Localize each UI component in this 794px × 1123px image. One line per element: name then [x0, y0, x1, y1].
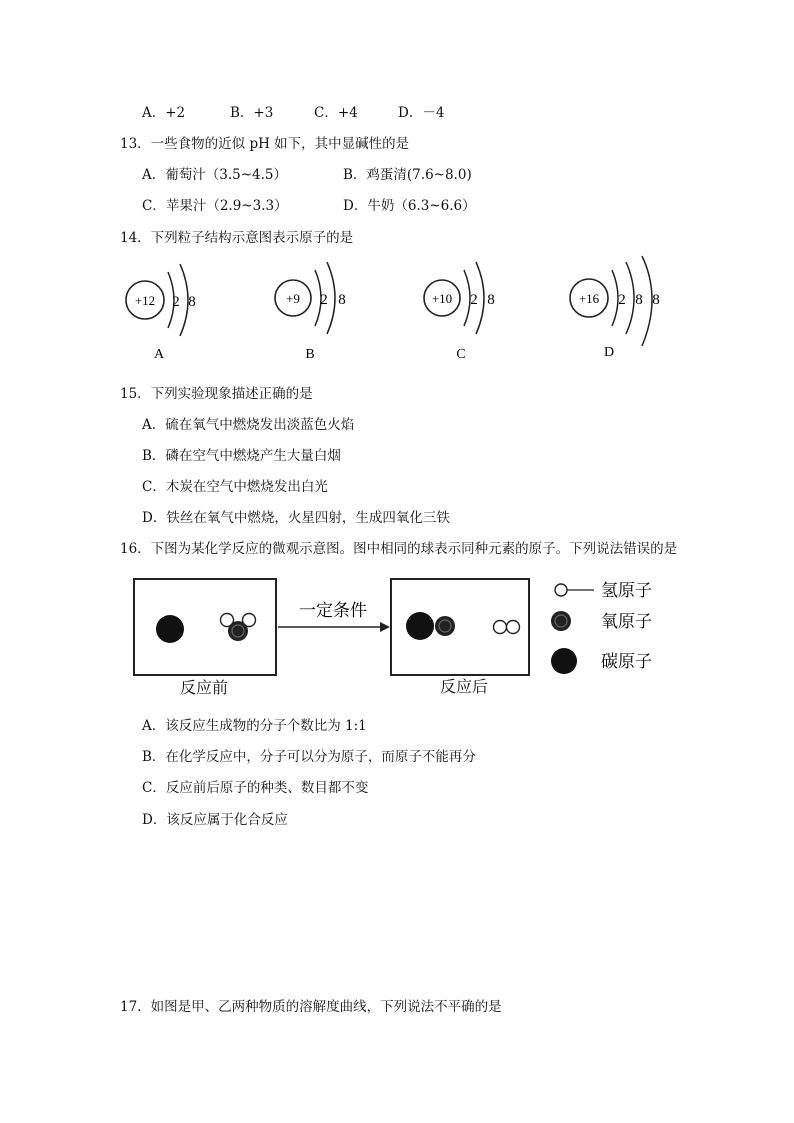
electron-shell [612, 270, 618, 326]
q13-option-c: C．苹果汁（2.9~3.3） [142, 198, 288, 214]
q15-option-d: D．铁丝在氧气中燃烧，火星四射，生成四氧化三铁 [142, 510, 450, 526]
water-molecule [221, 614, 256, 642]
legend-carbon: 碳原子 [601, 652, 652, 671]
atom-diagram-b [275, 262, 346, 362]
q12-option-d: D．－4 [398, 105, 445, 121]
nucleus-charge: +12 [134, 293, 156, 308]
oxygen-legend-icon [551, 611, 571, 631]
carbon-atom [406, 612, 434, 640]
q13-option-d: D．牛奶（6.3~6.6） [343, 198, 476, 214]
atom-diagram-c [424, 262, 495, 362]
electron-shell [180, 264, 188, 336]
q15-option-c: C．木炭在空气中燃烧发出白光 [142, 479, 328, 495]
shell-electrons: 8 [635, 292, 643, 308]
hydrogen-legend-icon [555, 584, 567, 596]
q13-option-a: A．葡萄汁（3.5~4.5） [142, 167, 287, 183]
q16-option-b: B．在化学反应中，分子可以分为原子，而原子不能再分 [142, 749, 476, 765]
diagram-letter: D [603, 345, 615, 360]
carbon-atom [156, 615, 184, 643]
diagram-letter: A [153, 347, 165, 362]
q12-option-b: B．+3 [230, 105, 274, 121]
q16-option-d: D．该反应属于化合反应 [142, 812, 288, 828]
nucleus-charge: +10 [431, 291, 453, 306]
shell-electrons: 8 [487, 292, 495, 308]
shell-electrons: 8 [338, 292, 346, 308]
electron-shell [642, 256, 652, 346]
q14-stem: 14．下列粒子结构示意图表示原子的是 [120, 230, 354, 246]
reaction-diagram [120, 570, 680, 690]
nucleus-charge: +16 [578, 291, 600, 306]
q17-stem: 17．如图是甲、乙两种物质的溶解度曲线，下列说法不平确的是 [120, 999, 502, 1015]
shell-electrons: 8 [652, 292, 660, 308]
hydrogen-atom [507, 621, 520, 634]
hydrogen-atom [494, 621, 507, 634]
atom-diagram-a [126, 264, 196, 362]
q15-option-a: A．硫在氧气中燃烧发出淡蓝色火焰 [142, 417, 355, 433]
legend [551, 581, 652, 674]
q12-option-a: A．+2 [142, 105, 186, 121]
q16-option-c: C．反应前后原子的种类、数目都不变 [142, 780, 369, 796]
diagram-letter: C [456, 347, 466, 362]
oxygen-atom [228, 621, 248, 641]
diagram-letter: B [305, 347, 315, 362]
shell-electrons: 2 [470, 292, 478, 308]
q13-stem: 13．一些食物的近似 pH 如下，其中显碱性的是 [120, 136, 410, 152]
q16-stem: 16．下图为某化学反应的微观示意图。图中相同的球表示同种元素的原子。下列说法错误的是 [120, 541, 678, 557]
hydrogen-molecule [494, 621, 520, 634]
q13-option-b: B．鸡蛋清(7.6~8.0) [343, 167, 472, 183]
carbon-legend-icon [551, 648, 577, 674]
atom-diagram-d [570, 256, 660, 360]
before-label: 反应前 [180, 678, 229, 697]
legend-hydrogen: 氢原子 [601, 581, 652, 600]
after-label: 反应后 [440, 677, 489, 696]
electron-shell [626, 262, 634, 334]
carbon-monoxide-molecule [406, 612, 455, 640]
q15-stem: 15．下列实验现象描述正确的是 [120, 386, 313, 402]
electron-shell [464, 270, 470, 326]
nucleus-charge: +9 [286, 291, 300, 306]
shell-electrons: 8 [188, 294, 196, 310]
q16-option-a: A．该反应生成物的分子个数比为 1:1 [142, 718, 367, 734]
reaction-arrow-head [380, 622, 390, 632]
oxygen-atom [435, 616, 455, 636]
shell-electrons: 2 [320, 292, 328, 308]
reaction-condition: 一定条件 [299, 601, 367, 620]
legend-oxygen: 氧原子 [601, 612, 652, 631]
shell-electrons: 2 [172, 294, 180, 310]
shell-electrons: 2 [618, 292, 626, 308]
atom-structure-diagrams [0, 250, 794, 370]
electron-shell [327, 262, 335, 334]
q12-option-c: C．+4 [314, 105, 358, 121]
q15-option-b: B．磷在空气中燃烧产生大量白烟 [142, 448, 341, 464]
